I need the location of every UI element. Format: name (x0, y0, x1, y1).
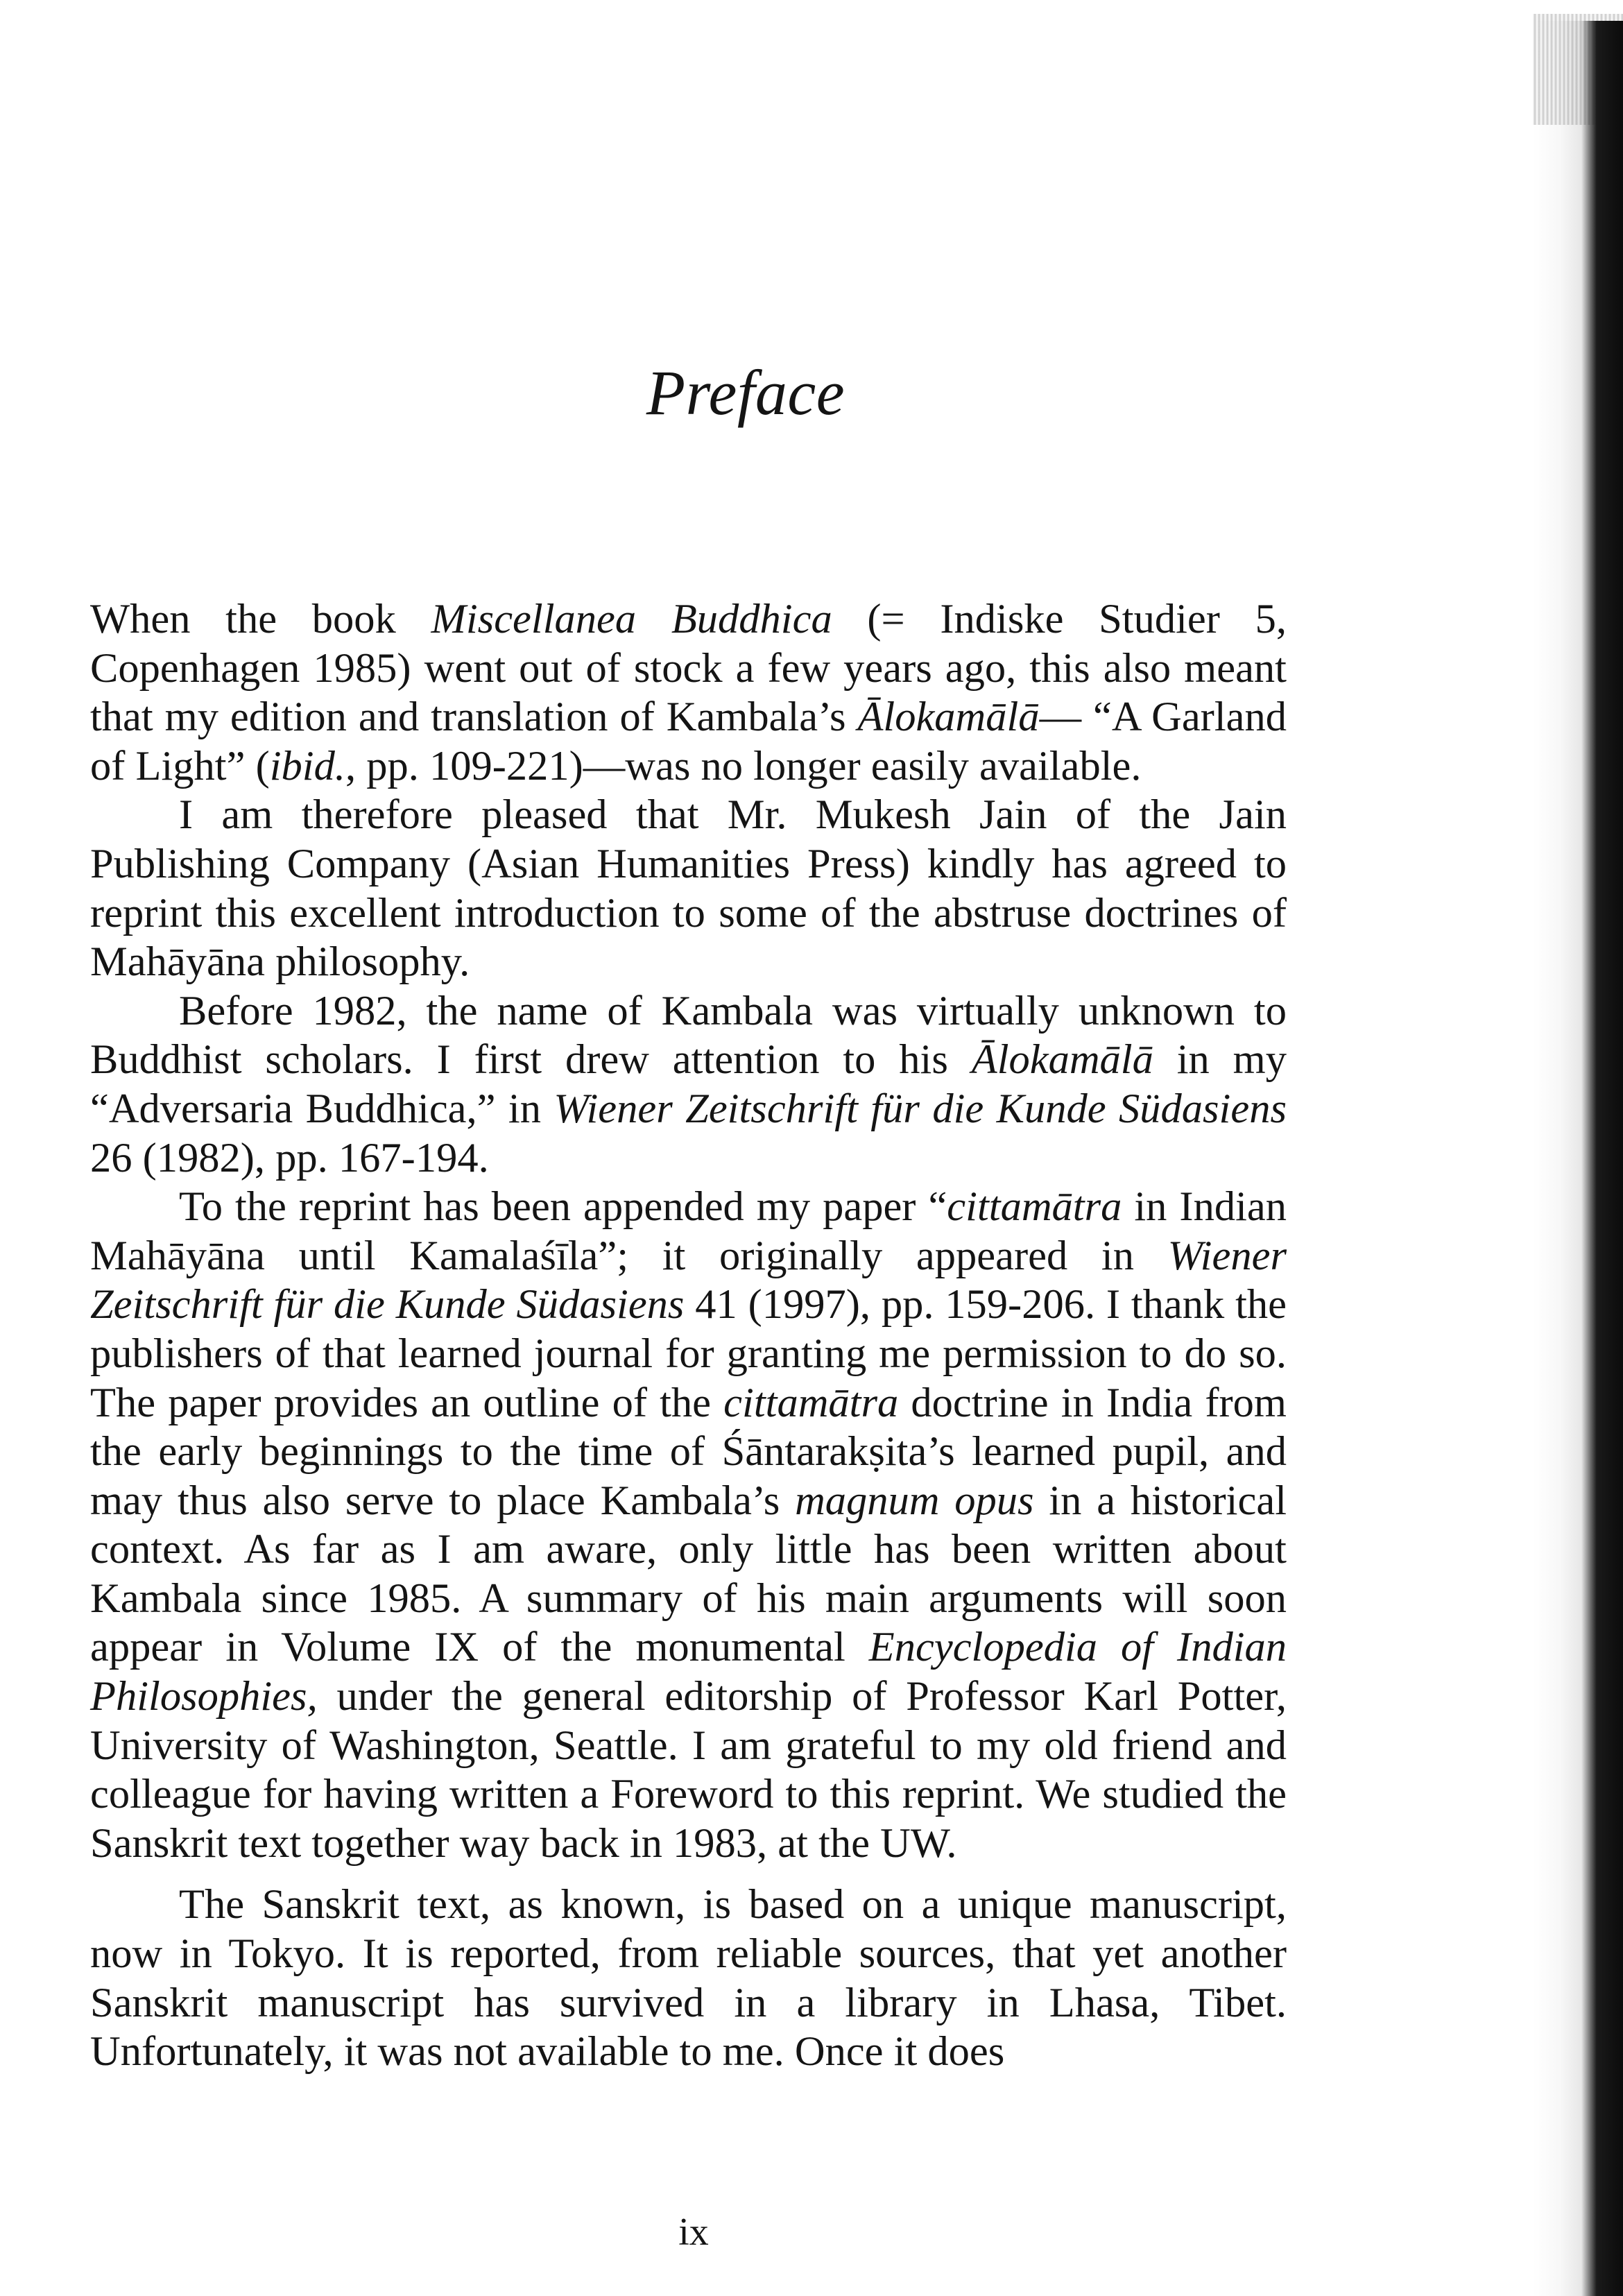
text-run: 41 (1997), pp. 159-206. I thank the publishers of that learned journal for granting me permission to do so. The paper provides an outline of the (90, 1281, 1287, 1426)
paragraph-5 (90, 1881, 1287, 2076)
italic-title: Ālokamālā (857, 694, 1040, 741)
paragraph-1 (90, 595, 1287, 791)
italic-title: Ālokamālā (971, 1036, 1153, 1083)
text-run: doctrine in India from the early beginnings to the time of Śāntarakṣita’s learned pupil, and may thus also serve to place Kambala’s (90, 1379, 1287, 1524)
italic-title: Encyclopedia of Indian Philosophies, (90, 1624, 1287, 1720)
page-number: ix (678, 2211, 709, 2254)
italic-title: Wiener Zeitschrift für die Kunde Südasiens (90, 1232, 1287, 1328)
text-run: When the book (90, 596, 431, 642)
italic-term: cittamātra (723, 1379, 899, 1426)
text-run: , pp. 109-221)—was no longer easily available. (345, 742, 1142, 789)
scan-spine-shadow (1533, 21, 1623, 2296)
text-run: 26 (1982), pp. 167-194. (90, 1134, 489, 1181)
italic-title: Wiener Zeitschrift für die Kunde Südasiens (553, 1085, 1287, 1132)
paragraph-3 (90, 987, 1287, 1183)
text-run: Before 1982, the name of Kambala was virtually unknown to Buddhist scholars. I first drew attention to his (90, 987, 1287, 1083)
text-run: I am therefore pleased that Mr. Mukesh Jain of the Jain Publishing Company (Asian Humanities Press) kindly has agreed to reprint this excellent introduction to some of the abstruse doctrines of Mahāyāna philosophy. (90, 791, 1287, 986)
body-text (90, 595, 1287, 2077)
italic-term: ibid. (269, 742, 345, 789)
italic-title: Miscellanea Buddhica (431, 596, 832, 642)
text-run: under the general editorship of Professor Karl Potter, University of Washington, Seattle. I am grateful to my old friend and colleague for having written a Foreword to this reprint. We studied the Sanskrit text together way back in 1983, at the UW. (90, 1673, 1287, 1867)
text-run: in Indian Mahāyāna until Kamalaśīla”; it originally appeared in (90, 1183, 1287, 1279)
text-run: — “A Garland of Light” ( (90, 694, 1287, 789)
text-run: (= Indiske Studier 5, Copenhagen 1985) went out of stock a few years ago, this also meant that my edition and translation of Kambala’s (90, 596, 1287, 741)
text-run: The Sanskrit text, as known, is based on a unique manuscript, now in Tokyo. It is reported, from reliable sources, that yet another Sanskrit manuscript has survived in a library in Lhasa, Tibet. Unfortunately, it was not available to me. Once it does (90, 1881, 1287, 2075)
paragraph-2 (90, 791, 1287, 986)
italic-term: magnum opus (795, 1477, 1034, 1524)
page-title: Preface (646, 357, 845, 428)
paragraph-4 (90, 1183, 1287, 1868)
text-run: in a historical context. As far as I am aware, only little has been written about Kambala since 1985. A summary of his main arguments will soon appear in Volume IX of the monumental (90, 1477, 1287, 1671)
text-run: in my “Adversaria Buddhica,” in (90, 1036, 1287, 1132)
italic-term: cittamātra (947, 1183, 1122, 1231)
text-run: To the reprint has been appended my paper “ (179, 1183, 947, 1231)
